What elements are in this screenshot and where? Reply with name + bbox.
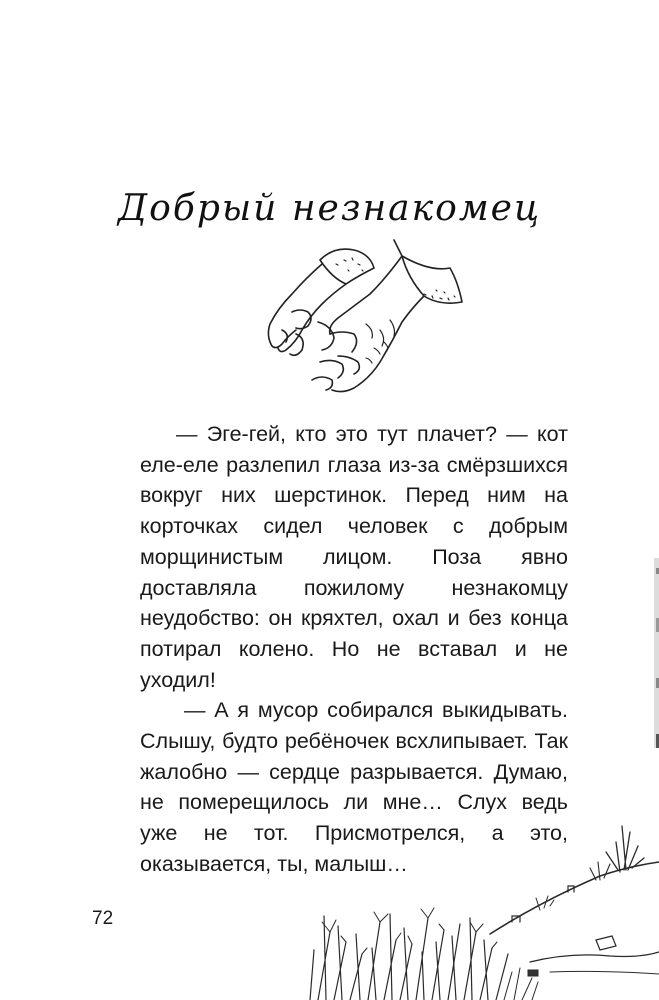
paragraph: — Эге-гей, кто это тут плачет? — кот еле-еле разлепил глаза из-за смёрзшихся вокруг них шерстинок. Перед ним на корточках сидел человек с добрым морщинистым лицом. Поза явно доставляла пожилому незнакомцу неудобство: он кряхтел, охал и без конца потирал колено. Но не вставал и не уходил! xyxy=(140,422,568,692)
edge-mark-icon xyxy=(650,558,659,748)
chapter-title: Добрый незнакомец xyxy=(117,188,542,229)
winter-landscape-icon xyxy=(300,822,659,1000)
body-text xyxy=(140,419,568,880)
page-number: 72 xyxy=(92,908,114,929)
paragraph: — А я мусор собирался выкидывать. Слышу, будто ребёночек всхлипывает. Так жалобно — сердце разрывается. Думаю, не померещилось ли мне… Слух ведь уже не тот. Присмотрелся, а это, оказывается, ты, малыш… xyxy=(140,698,568,876)
hands-icon xyxy=(262,238,468,400)
